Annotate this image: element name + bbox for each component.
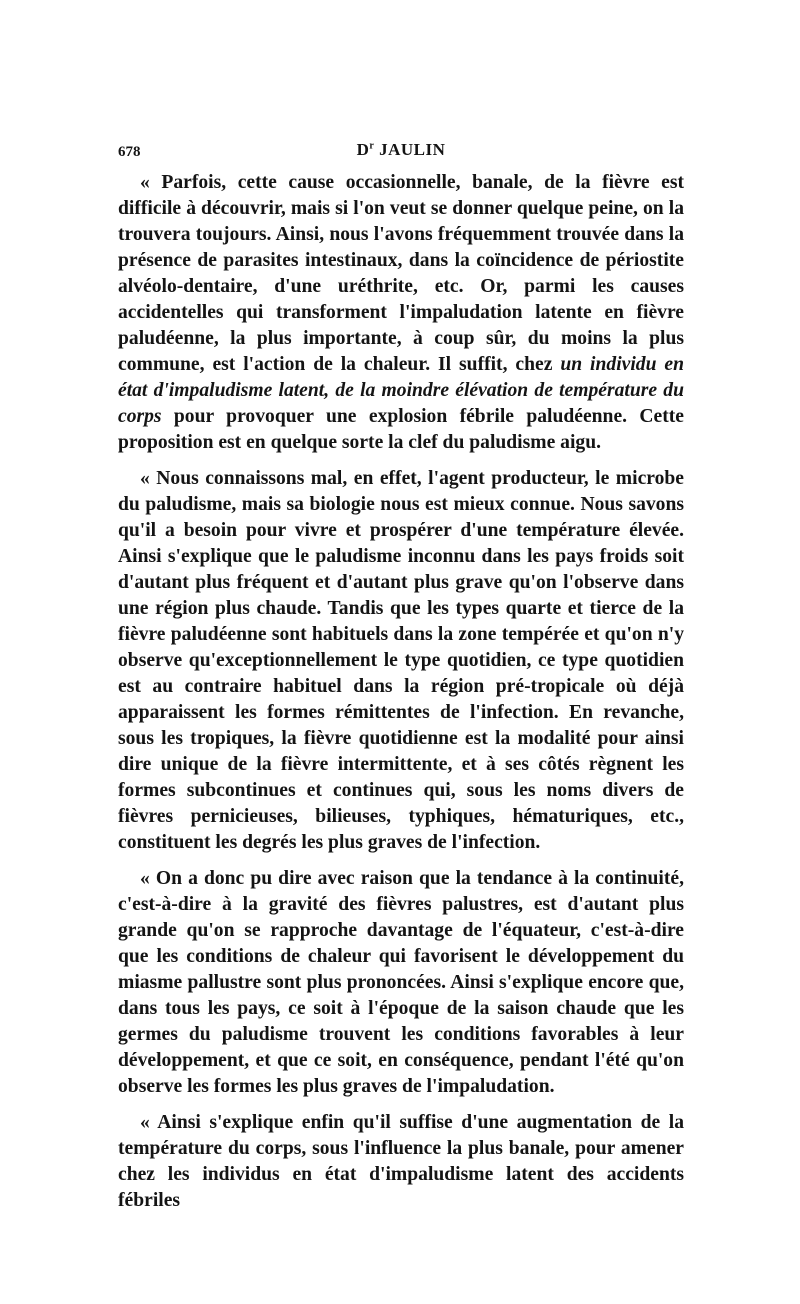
paragraph: « On a donc pu dire avec raison que la tendance à la continuité, c'est-à-dire à la gravité des fièvres palustres, est d'autant plus grande qu'on se rapproche davantage de l'équateur, c'est-à-dire que les conditions de chaleur qui favorisent le développement du miasme pallustre sont plus prononcées. Ainsi s'explique encore que, dans tous les pays, ce soit à l'époque de la saison chaude que les germes du paludisme trouvent les conditions favorables à leur développement, et que ce soit, en conséquence, pendant l'été qu'on observe les formes les plus graves de l'impaludation.: [118, 868, 684, 1097]
header-author: [118, 140, 684, 160]
paragraph-text: pour provoquer une explosion fébrile paludéenne. Cette proposition est en quelque sorte la clef du paludisme aigu.: [118, 406, 684, 453]
author-prefix: D: [356, 140, 370, 159]
page-number: 678: [118, 144, 141, 160]
running-head: [118, 140, 684, 164]
paragraph-text: « Parfois, cette cause occasionnelle, banale, de la fièvre est difficile à découvrir, mais si l'on veut se donner quelque peine, on la trouvera toujours. Ainsi, nous l'avons fréquemment trouvée dans la présence de parasites intestinaux, dans la coïncidence de périostite alvéolo-dentaire, d'une uréthrite, etc. Or, parmi les causes accidentelles qui transforment l'impaludation latente en fièvre paludéenne, la plus importante, à coup sûr, du moins la plus commune, est l'action de la chaleur. Il suffit, chez: [118, 172, 684, 375]
author-name: JAULIN: [374, 140, 446, 159]
author-prefix-superscript: r: [369, 140, 375, 152]
paragraph: [118, 170, 684, 456]
emphasized-text: un individu en état d'impaludisme latent, de la moindre élévation de température du corps: [118, 354, 684, 427]
paragraph: « Nous connaissons mal, en effet, l'agent producteur, le microbe du paludisme, mais sa biologie nous est mieux connue. Nous savons qu'il a besoin pour vivre et prospérer d'une température élevée. Ainsi s'explique que le paludisme inconnu dans les pays froids soit d'autant plus fréquent et d'autant plus grave qu'on l'observe dans une région plus chaude. Tandis que les types quarte et tierce de la fièvre paludéenne sont habituels dans la zone tempérée et qu'on n'y observe qu'exceptionnellement le type quotidien, ce type quotidien est au contraire habituel dans la région pré-tropicale où déjà apparaissent les formes rémittentes de l'infection. En revanche, sous les tropiques, la fièvre quotidienne est la modalité pour ainsi dire unique de la fièvre intermittente, et à ses côtés règnent les formes subcontinues et continues qui, sous les noms divers de fièvres pernicieuses, bilieuses, typhiques, hématuriques, etc., constituent les degrés les plus graves de l'infection.: [118, 468, 684, 853]
paragraph: « Ainsi s'explique enfin qu'il suffise d'une augmentation de la température du corps, sous l'influence la plus banale, pour amener chez les individus en état d'impaludisme latent des accidents fébriles: [118, 1112, 684, 1211]
body-text: [118, 170, 684, 1214]
book-page: [118, 140, 684, 1214]
